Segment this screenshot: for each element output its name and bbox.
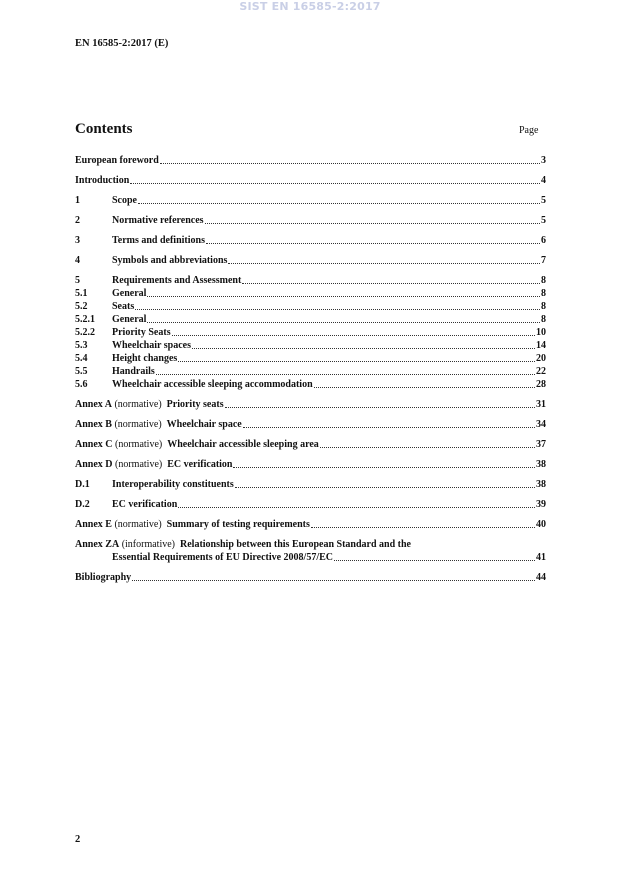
toc-entry-annex-za[interactable]	[75, 538, 546, 551]
toc-entry-sleeping-accommodation[interactable]	[75, 378, 546, 391]
toc-entry-seats[interactable]	[75, 300, 546, 313]
toc-entry-annex-za-continued[interactable]	[75, 551, 546, 564]
toc-entry-page: 5	[541, 215, 546, 226]
toc-entry-page: 8	[541, 301, 546, 312]
toc-entry-title: Seats	[112, 301, 135, 312]
toc-entry-title: EC verification	[112, 499, 178, 510]
toc-entry-title: Relationship between this European Standard and the	[180, 539, 411, 550]
toc-entry-title: Introduction	[75, 175, 130, 186]
toc-entry-scope[interactable]	[75, 194, 546, 207]
toc-entry-page: 38	[536, 459, 546, 470]
annex-label: Annex A	[75, 399, 112, 410]
contents-title: Contents	[75, 121, 133, 137]
toc-entry-annex-d[interactable]	[75, 458, 546, 471]
document-id: EN 16585-2:2017 (E)	[75, 38, 169, 49]
toc-entry-page: 37	[536, 439, 546, 450]
annex-label: Annex E	[75, 519, 112, 530]
toc-entry-number: 5.5	[75, 366, 88, 377]
toc-entry-number: 2	[75, 215, 80, 226]
toc-entry-number: 5.4	[75, 353, 88, 364]
toc-entry-title: Scope	[112, 195, 137, 206]
page-column-label: Page	[519, 125, 539, 136]
toc-entry-page: 39	[536, 499, 546, 510]
toc-entry-number: 5.2.2	[75, 327, 95, 338]
toc-entry-title: EC verification	[167, 459, 233, 470]
toc-entry-number: 4	[75, 255, 80, 266]
toc-entry-page: 4	[541, 175, 546, 186]
toc-entry-number: D.1	[75, 479, 90, 490]
toc-entry-number: 5	[75, 275, 80, 286]
toc-entry-title: Terms and definitions	[112, 235, 205, 246]
annex-type: (informative)	[121, 539, 175, 550]
toc-entry-page: 38	[536, 479, 546, 490]
toc-entry-page: 8	[541, 288, 546, 299]
toc-entry-title: Bibliography	[75, 572, 132, 583]
annex-label: Annex D	[75, 459, 113, 470]
annex-label: Annex C	[75, 439, 113, 450]
toc-entry-title: European foreword	[75, 155, 159, 166]
toc-entry-page: 20	[536, 353, 546, 364]
toc-entry-number: 5.2	[75, 301, 88, 312]
toc-entry-page: 7	[541, 255, 546, 266]
toc-entry-bibliography[interactable]	[75, 571, 546, 584]
toc-entry-title: Handrails	[112, 366, 155, 377]
toc-entry-page: 14	[536, 340, 546, 351]
toc-entry-title: Essential Requirements of EU Directive 2008/57/EC	[112, 552, 334, 563]
annex-label: Annex B	[75, 419, 112, 430]
toc-entry-seats-general[interactable]	[75, 313, 546, 326]
toc-entry-number: 5.6	[75, 379, 88, 390]
toc-entry-symbols-and-abbreviations[interactable]	[75, 254, 546, 267]
toc-entry-title: General	[112, 288, 147, 299]
toc-entry-requirements-and-assessment[interactable]	[75, 274, 546, 287]
toc-entry-title: Symbols and abbreviations	[112, 255, 228, 266]
toc-entry-page: 22	[536, 366, 546, 377]
toc-entry-priority-seats[interactable]	[75, 326, 546, 339]
toc-entry-annex-e[interactable]	[75, 518, 546, 531]
toc-entry-number: 3	[75, 235, 80, 246]
toc-entry-number: 5.3	[75, 340, 88, 351]
table-of-contents	[75, 154, 546, 584]
toc-entry-page: 6	[541, 235, 546, 246]
toc-entry-number: D.2	[75, 499, 90, 510]
toc-entry-annex-b[interactable]	[75, 418, 546, 431]
annex-type: (normative)	[115, 439, 163, 450]
toc-entry-page: 5	[541, 195, 546, 206]
annex-type: (normative)	[114, 519, 162, 530]
toc-entry-title: Wheelchair space	[166, 419, 242, 430]
toc-entry-title: Height changes	[112, 353, 178, 364]
toc-entry-title: Priority seats	[166, 399, 224, 410]
watermark: SIST EN 16585-2:2017	[239, 0, 381, 13]
toc-entry-page: 8	[541, 314, 546, 325]
toc-entry-number: 5.2.1	[75, 314, 95, 325]
toc-entry-annex-a[interactable]	[75, 398, 546, 411]
toc-entry-title: Summary of testing requirements	[166, 519, 310, 530]
toc-entry-page: 34	[536, 419, 546, 430]
toc-entry-title: Wheelchair spaces	[112, 340, 191, 351]
toc-entry-title: Interoperability constituents	[112, 479, 234, 490]
toc-entry-number: 5.1	[75, 288, 88, 299]
toc-entry-page: 41	[536, 552, 546, 563]
toc-entry-page: 40	[536, 519, 546, 530]
annex-type: (normative)	[114, 419, 162, 430]
toc-entry-title: Requirements and Assessment	[112, 275, 242, 286]
toc-entry-introduction[interactable]	[75, 174, 546, 187]
toc-entry-page: 44	[536, 572, 546, 583]
toc-entry-wheelchair-spaces[interactable]	[75, 339, 546, 352]
toc-entry-page: 8	[541, 275, 546, 286]
toc-entry-title: Normative references	[112, 215, 204, 226]
toc-entry-handrails[interactable]	[75, 365, 546, 378]
toc-entry-height-changes[interactable]	[75, 352, 546, 365]
toc-entry-page: 3	[541, 155, 546, 166]
toc-entry-terms-and-definitions[interactable]	[75, 234, 546, 247]
toc-entry-d1[interactable]	[75, 478, 546, 491]
annex-type: (normative)	[115, 459, 163, 470]
toc-entry-page: 10	[536, 327, 546, 338]
toc-entry-annex-c[interactable]	[75, 438, 546, 451]
toc-entry-title: Wheelchair accessible sleeping accommodation	[112, 379, 313, 390]
toc-entry-title: General	[112, 314, 147, 325]
annex-type: (normative)	[114, 399, 162, 410]
annex-label: Annex ZA	[75, 539, 120, 550]
toc-entry-page: 31	[536, 399, 546, 410]
toc-entry-d2[interactable]	[75, 498, 546, 511]
toc-entry-general[interactable]	[75, 287, 546, 300]
toc-entry-title: Wheelchair accessible sleeping area	[167, 439, 319, 450]
toc-entry-page: 28	[536, 379, 546, 390]
page-number: 2	[75, 834, 81, 845]
toc-entry-normative-references[interactable]	[75, 214, 546, 227]
toc-entry-european-foreword[interactable]	[75, 154, 546, 167]
toc-entry-number: 1	[75, 195, 80, 206]
toc-entry-title: Priority Seats	[112, 327, 171, 338]
